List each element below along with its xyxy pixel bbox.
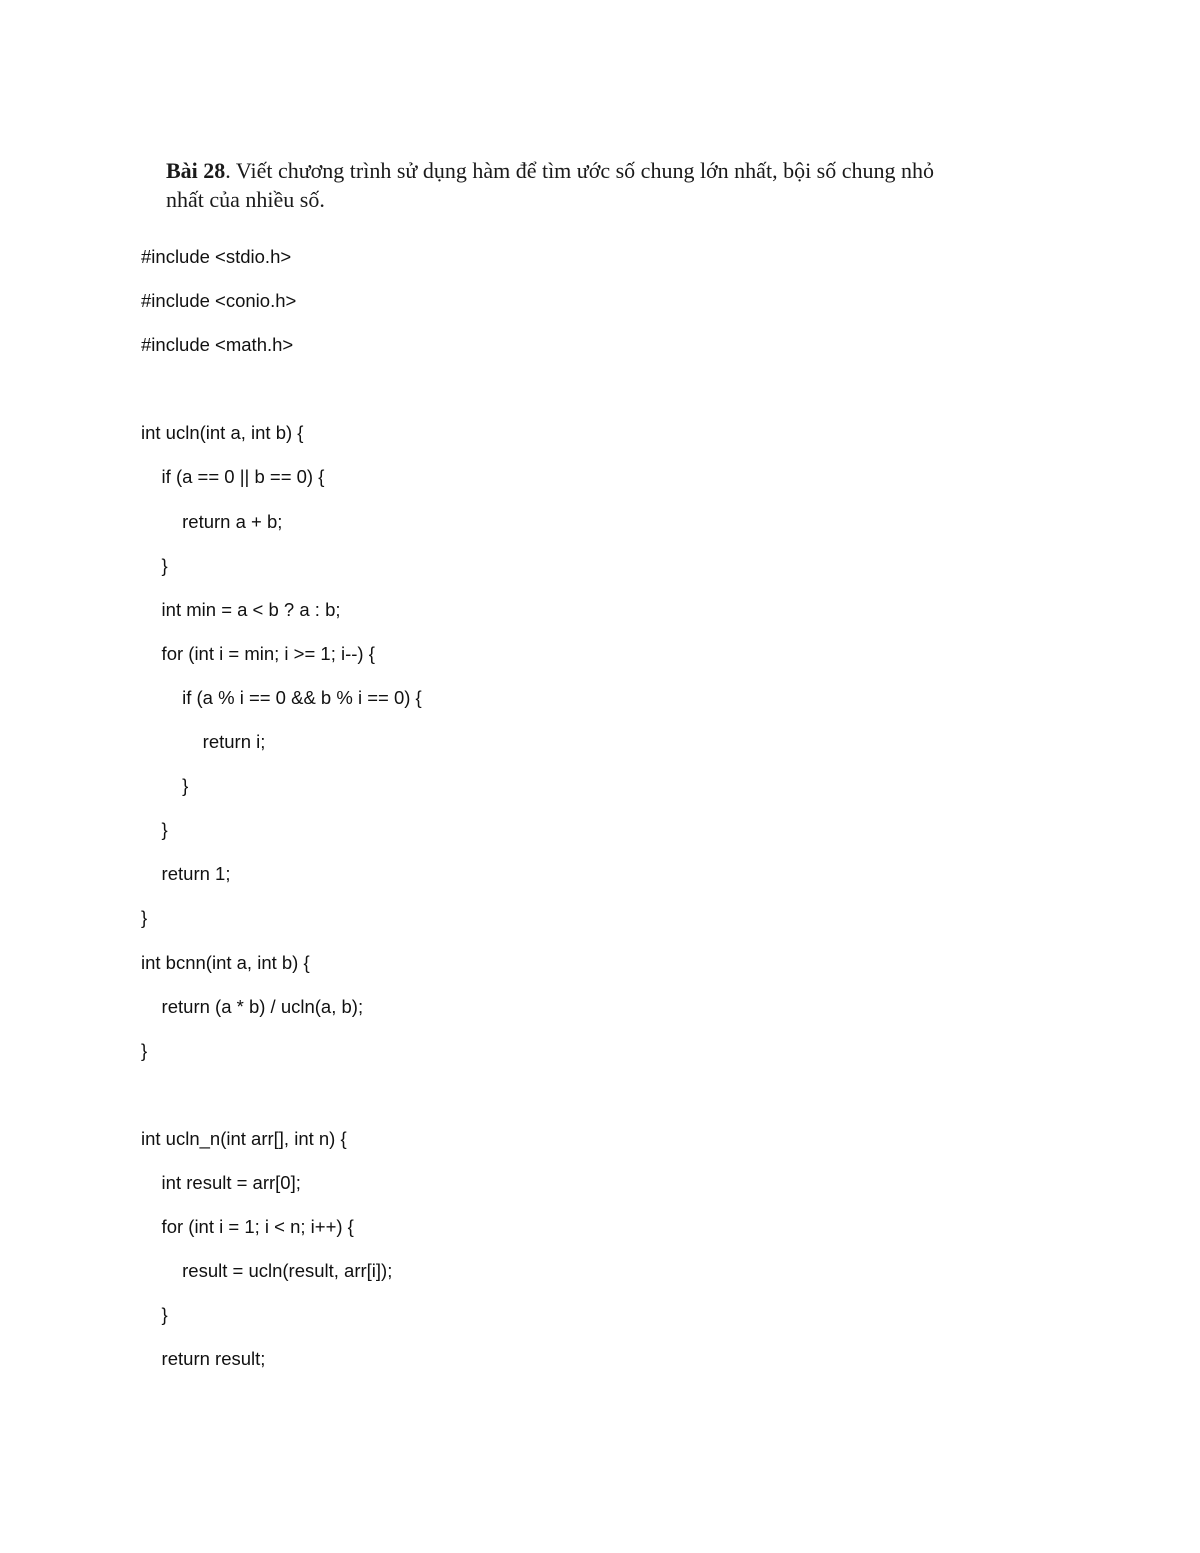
code-line: } [141, 1039, 148, 1061]
code-line: result = ucln(result, arr[i]); [141, 1260, 393, 1282]
code-line: if (a == 0 || b == 0) { [141, 466, 325, 488]
code-line: return i; [141, 731, 266, 753]
code-line: for (int i = min; i >= 1; i--) { [141, 642, 375, 664]
code-line: } [141, 775, 189, 797]
code-line: int ucln(int a, int b) { [141, 422, 304, 444]
code-line: int result = arr[0]; [141, 1171, 301, 1193]
exercise-text-line-2: nhất của nhiều số. [166, 187, 325, 212]
exercise-text-line-1: . Viết chương trình sử dụng hàm để tìm ước số chung lớn nhất, bội số chung nhỏ [225, 158, 935, 183]
code-line: int ucln_n(int arr[], int n) { [141, 1127, 347, 1149]
code-line: if (a % i == 0 && b % i == 0) { [141, 686, 422, 708]
code-line: int bcnn(int a, int b) { [141, 951, 310, 973]
code-line: return a + b; [141, 510, 283, 532]
code-line: #include <conio.h> [141, 290, 297, 312]
code-line [141, 1083, 1041, 1127]
code-line: for (int i = 1; i < n; i++) { [141, 1216, 354, 1238]
code-line: #include <math.h> [141, 334, 294, 356]
code-line: int min = a < b ? a : b; [141, 598, 341, 620]
code-line: } [141, 819, 168, 841]
exercise-line-1 [166, 156, 1006, 185]
code-line [141, 377, 1041, 421]
code-line: return 1; [141, 863, 231, 885]
exercise-heading [166, 156, 1006, 214]
code-line: return (a * b) / ucln(a, b); [141, 995, 364, 1017]
exercise-number: Bài 28 [166, 158, 226, 183]
code-line: } [141, 907, 148, 929]
code-line: #include <stdio.h> [141, 246, 292, 267]
code-line: } [141, 554, 168, 576]
code-line: } [141, 1304, 168, 1326]
code-line: return result; [141, 1348, 266, 1370]
code-block [141, 245, 1041, 1391]
